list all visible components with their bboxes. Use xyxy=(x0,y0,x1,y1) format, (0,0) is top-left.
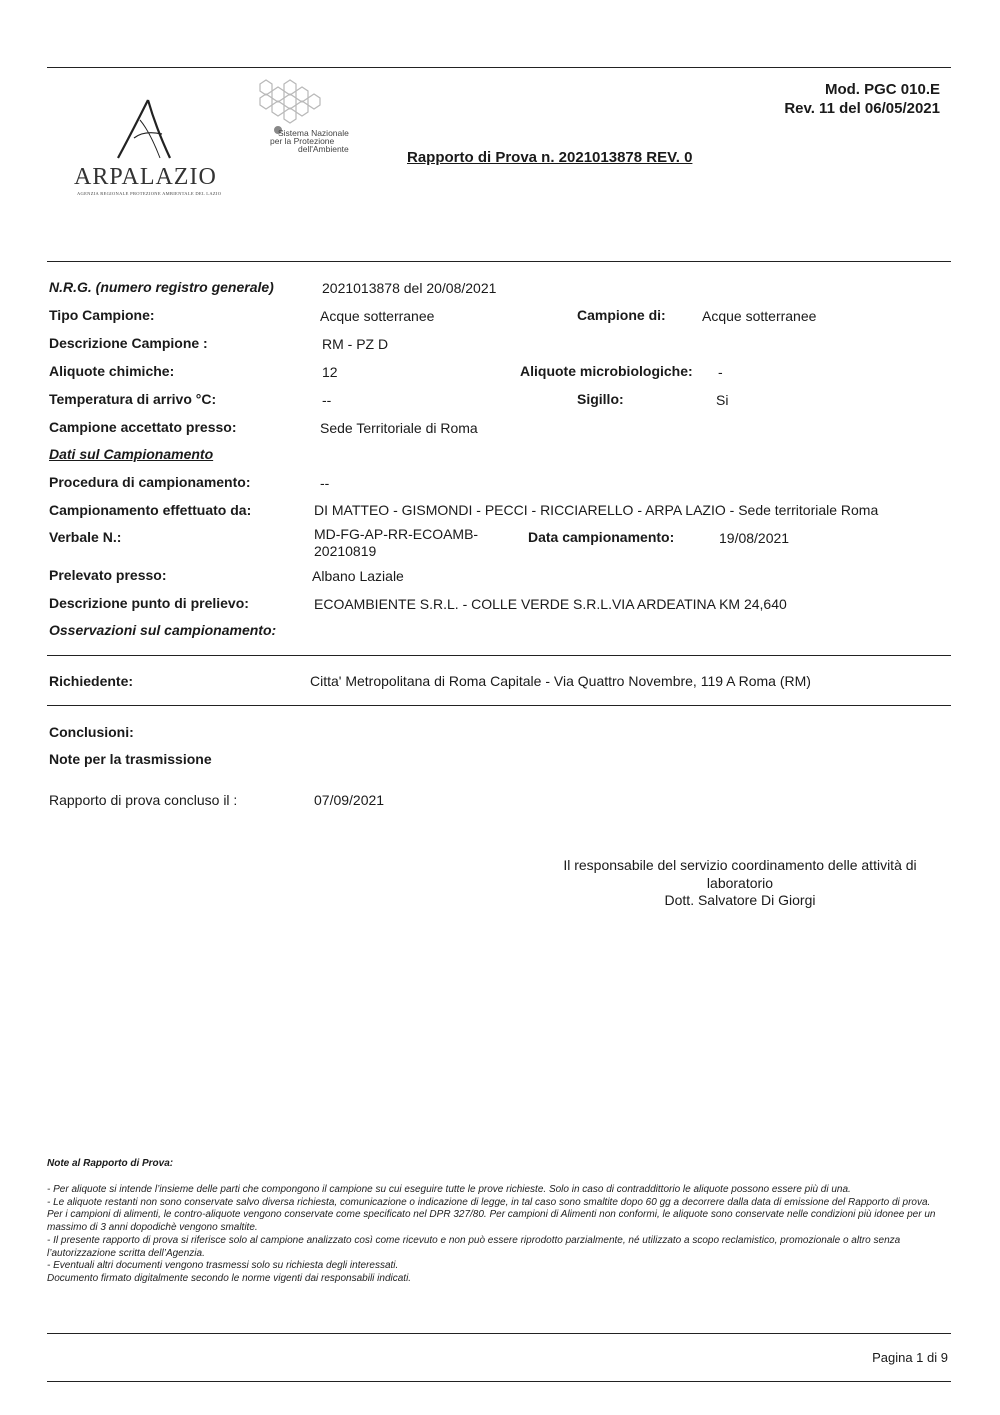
snpa-line-1: Sistema Nazionale xyxy=(278,128,349,138)
note-item-4: - Eventuali altri documenti vengono trasmessi solo su richiesta degli interessati. xyxy=(47,1260,399,1272)
concluso-label: Rapporto di prova concluso il : xyxy=(49,792,238,808)
report-title: Rapporto di Prova n. 2021013878 REV. 0 xyxy=(407,149,693,166)
verbale-label: Verbale N.: xyxy=(49,529,122,545)
notes-title: Note al Rapporto di Prova: xyxy=(47,1158,174,1169)
prelevato-label: Prelevato presso: xyxy=(49,567,167,583)
nrg-label: N.R.G. (numero registro generale) xyxy=(49,279,274,295)
arpalazio-logo xyxy=(74,98,222,198)
campione-di-label: Campione di: xyxy=(577,307,666,323)
model-code: Mod. PGC 010.E xyxy=(824,81,940,98)
signature-name: Dott. Salvatore Di Giorgi xyxy=(664,892,816,908)
section-rule-3 xyxy=(47,705,951,706)
notes-block xyxy=(47,1184,947,1286)
descrizione-campione-value: RM - PZ D xyxy=(322,336,389,352)
note-trasmissione-label: Note per la trasmissione xyxy=(49,751,212,767)
note-item-2: - Le aliquote restanti non sono conservate salvo diversa richiesta, comunicazione o indicazione di legge, in tal caso sono smaltite dopo 60 gg a decorrere dalla data di emissione del Rapporto di prova. Per i campioni di alimenti, le contro-aliquote vengono conservate come specificato nel DPR 327/80. Per campioni di Alimenti non conformi, le aliquote sono conservate nelle condizioni più idonee per un massimo di 3 anni dopodichè vengono smaltite. xyxy=(47,1196,936,1234)
signature-line-2: laboratorio xyxy=(706,875,774,891)
procedura-label: Procedura di campionamento: xyxy=(49,474,251,490)
campionamento-section-title: Dati sul Campionamento xyxy=(49,446,214,462)
top-rule xyxy=(47,67,951,68)
logo-subtitle: AGENZIA REGIONALE PROTEZIONE AMBIENTALE DEL LAZIO xyxy=(77,191,222,196)
footer-rule-bottom xyxy=(47,1381,951,1382)
temperatura-label: Temperatura di arrivo °C: xyxy=(49,391,217,407)
accettato-label: Campione accettato presso: xyxy=(49,419,237,435)
prelevato-value: Albano Laziale xyxy=(312,568,404,584)
snpa-logo xyxy=(250,78,380,158)
note-item-5: Documento firmato digitalmente secondo le norme vigenti dai responsabili indicati. xyxy=(47,1272,412,1284)
section-rule-1 xyxy=(47,261,951,262)
snpa-hexagon-icon xyxy=(250,78,330,134)
note-item-3: - Il presente rapporto di prova si riferisce solo al campione analizzato così come ricevuto e non può essere riprodotto parzialmente, né utilizzato a scopo reclamistico, promozionale o altro senza l’autorizzazione scritta dell’Agenzia. xyxy=(47,1234,901,1259)
tipo-campione-label: Tipo Campione: xyxy=(49,307,155,323)
model-revision: Rev. 11 del 06/05/2021 xyxy=(784,100,940,117)
verbale-value-line-1: MD-FG-AP-RR-ECOAMB- xyxy=(314,526,479,542)
temperatura-value: -- xyxy=(322,392,332,408)
descrizione-campione-label: Descrizione Campione : xyxy=(49,335,208,351)
signature-line-1: Il responsabile del servizio coordinamento delle attività di xyxy=(563,857,917,873)
snpa-line-2: per la Protezione xyxy=(270,136,335,146)
nrg-value: 2021013878 del 20/08/2021 xyxy=(322,280,497,296)
verbale-value-line-2: 20210819 xyxy=(314,543,377,559)
snpa-line-3: dell'Ambiente xyxy=(298,144,349,154)
data-campionamento-label: Data campionamento: xyxy=(528,529,675,545)
punto-prelievo-label: Descrizione punto di prelievo: xyxy=(49,595,249,611)
punto-prelievo-value: ECOAMBIENTE S.R.L. - COLLE VERDE S.R.L.VIA ARDEATINA KM 24,640 xyxy=(314,596,787,612)
concluso-value: 07/09/2021 xyxy=(314,792,385,808)
osservazioni-label: Osservazioni sul campionamento: xyxy=(49,622,277,638)
aliquote-micro-value: - xyxy=(718,364,723,380)
aliquote-chimiche-label: Aliquote chimiche: xyxy=(49,363,175,379)
logo-text: ARPALAZIO xyxy=(74,164,217,190)
section-rule-2 xyxy=(47,655,951,656)
richiedente-value: Citta' Metropolitana di Roma Capitale - Via Quattro Novembre, 119 A Roma (RM) xyxy=(310,673,811,689)
campione-di-value: Acque sotterranee xyxy=(702,308,817,324)
page-number: Pagina 1 di 9 xyxy=(872,1350,948,1365)
footer-rule-top xyxy=(47,1333,951,1334)
tipo-campione-value: Acque sotterranee xyxy=(320,308,435,324)
effettuato-value: DI MATTEO - GISMONDI - PECCI - RICCIARELLO - ARPA LAZIO - Sede territoriale Roma xyxy=(314,502,879,518)
richiedente-label: Richiedente: xyxy=(49,673,134,689)
sigillo-value: Si xyxy=(716,392,729,408)
conclusioni-label: Conclusioni: xyxy=(49,724,134,740)
procedura-value: -- xyxy=(320,475,330,491)
arpalazio-logo-icon xyxy=(74,98,216,168)
aliquote-micro-label: Aliquote microbiologiche: xyxy=(520,363,693,379)
sigillo-label: Sigillo: xyxy=(577,391,624,407)
accettato-value: Sede Territoriale di Roma xyxy=(320,420,478,436)
effettuato-label: Campionamento effettuato da: xyxy=(49,502,252,518)
aliquote-chimiche-value: 12 xyxy=(322,364,338,380)
data-campionamento-value: 19/08/2021 xyxy=(719,530,790,546)
note-item-1: - Per aliquote si intende l’insieme delle parti che compongono il campione su cui eseguire tutte le prove richieste. Solo in caso di contraddittorio le aliquote possono essere più di una. xyxy=(47,1184,851,1195)
